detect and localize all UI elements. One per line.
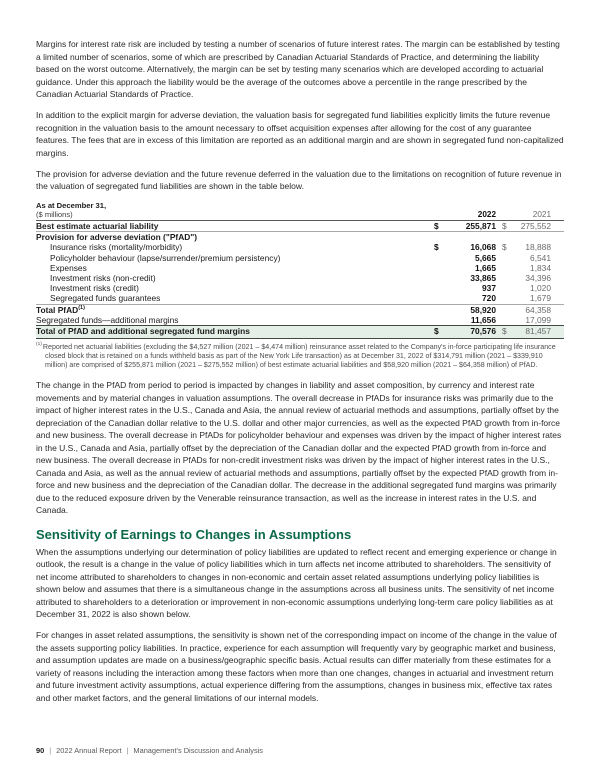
footer-divider: |: [126, 746, 129, 755]
section-heading-sensitivity: Sensitivity of Earnings to Changes in Assumptions: [36, 526, 352, 542]
table-row-investment-noncredit: [36, 273, 564, 283]
table-header: [36, 201, 564, 221]
value-2022: $ 255,871: [434, 221, 496, 231]
table-row-expenses: [36, 263, 564, 273]
value-2021: 64,358: [525, 304, 551, 315]
column-header-2022: 2022: [477, 210, 496, 219]
footer-report-title: 2022 Annual Report: [56, 746, 122, 755]
footer-section-title: Management's Discussion and Analysis: [133, 746, 264, 755]
page-number: 90: [36, 746, 45, 755]
footnote-marker: (1): [36, 342, 42, 348]
value-2021: 1,679: [530, 293, 551, 304]
table-row-policyholder-behaviour: [36, 253, 564, 263]
paragraph-explicit-margin: In addition to the explicit margin for adverse deviation, the valuation basis for segregated fund liabilities explicitly limits the future revenue recognition in the valuation basis to the amount necessary to offset acquisition expenses after allowing for the cost of any guarantee features. The fees that are in excess of this limitation are reported as an additional margin and are shown in segregated fund non-capitalized margins.: [36, 110, 564, 158]
row-label: Investment risks (non-credit): [50, 273, 156, 284]
row-label: Insurance risks (mortality/morbidity): [50, 242, 183, 253]
value-2022: 5,665: [475, 252, 496, 263]
table-meta: [36, 201, 434, 219]
value-2021: $ 18,888: [502, 242, 551, 253]
value-2022: $ 16,068: [434, 242, 496, 253]
row-label: Total PfAD$^{(1)}$: [36, 304, 85, 315]
row-label: Segregated funds—additional margins: [36, 314, 179, 325]
table-row-investment-credit: [36, 283, 564, 293]
value-2021: 1,020: [530, 283, 551, 294]
value-2022: 11,656: [470, 314, 496, 325]
table-row-insurance-risks: [36, 242, 564, 252]
table-meta-units: ($ millions): [36, 210, 73, 219]
value-2022: 58,920: [470, 304, 496, 315]
pfad-table: [36, 201, 564, 339]
paragraph-asset-related-assumptions: For changes in asset related assumptions, the sensitivity is shown net of the corresponding impact on income of the change in the value of the assets supporting policy liabilities. In practice, experience for each assumption will frequently vary by geographic market and business, and assumption updates are made on a business/geographic specific basis. Actual results can differ materially from these estimates for a variety of reasons including the interaction among these factors when more than one changes, changes in actuarial and investment return and future investment activity assumptions, actual experience differing from the assumptions, changes in business mix, effective tax rates and other market factors, and the general limitations of our internal models.: [36, 630, 557, 703]
column-header-2021: 2021: [532, 210, 551, 219]
table-row-segfund-additional-margins: [36, 315, 564, 325]
row-label: Segregated funds guarantees: [50, 293, 161, 304]
paragraph-interest-rate-margins: Margins for interest rate risk are included by testing a number of scenarios of future interest rates. The margin can be established by testing a limited number of scenarios, some of which are prescribed by Canadian Actuarial Standards of Practice, and determining the liability based on the worst outcome. Alternatively, the margin can be set by testing many scenarios which are developed according to actuarial guidance. Under this approach the liability would be the average of the outcomes above a percentile in the range prescribed by the Canadian Actuarial Standards of Practice.: [36, 39, 560, 99]
table-footnote: [36, 343, 564, 371]
paragraph-assumption-sensitivity: When the assumptions underlying our determination of policy liabilities are updated to reflect recent and emerging experience or change in outlook, the result is a change in the value of policy liabilities which in turn affects net income attributed to shareholders. The sensitivity of net income attributed to shareholders to changes in non-economic and certain asset related assumptions underlying policy liabilities is shown below and assumes that there is a simultaneous change in the assumptions across all business units. The sensitivity of net income attributed to shareholders to a deterioration or improvement in non-economic assumptions underlying long-term care policy liabilities as at December 31, 2022 is also shown below.: [36, 546, 557, 620]
table-row-grand-total: [36, 325, 564, 339]
paragraph-table-intro: The provision for adverse deviation and the future revenue deferred in the valuation due to the limitations on recognition of future revenue in the valuation of segregated fund liabilities are shown in the table below.: [36, 168, 562, 191]
row-label: Policyholder behaviour (lapse/surrender/premium persistency): [50, 252, 281, 263]
value-2021: 17,099: [525, 314, 551, 325]
row-label: Best estimate actuarial liability: [36, 221, 159, 231]
value-2021: 1,834: [530, 262, 551, 273]
value-2021: $ 275,552: [502, 221, 551, 231]
table-meta-date: As at December 31,: [36, 201, 107, 210]
value-2022: 720: [482, 293, 496, 304]
row-label: Investment risks (credit): [50, 283, 139, 294]
value-2022: $ 70,576: [434, 326, 496, 337]
footer-divider: |: [49, 746, 52, 755]
value-2022: 1,665: [475, 262, 496, 273]
table-row-pfad-section: [36, 232, 564, 242]
value-2022: 937: [482, 283, 496, 294]
value-2021: $ 81,457: [502, 326, 551, 337]
row-label: Total of PfAD and additional segregated fund margins: [36, 326, 250, 337]
table-row-total-pfad: [36, 304, 564, 315]
value-2022: 33,865: [470, 273, 496, 284]
paragraph-pfad-change: The change in the PfAD from period to period is impacted by changes in liability and asset composition, by currency and interest rate movements and by material changes in valuation assumptions. The overall decrease in PfADs for insurance risks was primarily due to the impact of higher interest rates in the U.S., Canada and Asia, the annual review of actuarial methods and assumptions, partially offset by the depreciation of the Canadian dollar relative to the U.S. dollar and other major currencies, as well as the expected PfAD growth from in-force and new business. The overall decrease in PfADs for policyholder behaviour and expenses was driven by the impact of higher interest rates in the U.S., Canada and Asia, partially offset by the depreciation of the Canadian dollar and the expected PfAD growth from in-force and new business. The overall decrease in PfADs for non-credit investment risks was driven by the impact of higher interest rates in the U.S., Canada and Asia, as well as the annual review of actuarial methods and assumptions, partially offset by the expected PfAD growth from in-force and new business and the depreciation of the Canadian dollar. The decrease in the additional segregated fund margins was primarily due to the reduced exposure driven by the Venerable reinsurance transaction, as well as the increase in interest rates in the U.S. and Canada.: [36, 380, 562, 516]
row-label: Provision for adverse deviation ("PfAD"): [36, 232, 198, 243]
row-label: Expenses: [50, 262, 87, 273]
footnote-text: Reported net actuarial liabilities (excluding the $4,527 million (2021 – $4,474 million) reinsurance asset related to the Company's in-force participating life insurance closed block that is retained on a funds withheld basis as part of the New York Life transaction) as at December 31, 2022 of $314,791 million (2021 – $339,910 million) are comprised of $255,871 million (2021 – $275,552 million) of best estimate actuarial liabilities and $58,920 million (2021 – $64,358 million) of PfAD.: [42, 342, 556, 369]
page-footer: [36, 746, 263, 755]
footnote-reference: (1): [78, 304, 85, 311]
value-2021: 6,541: [530, 252, 551, 263]
table-row-best-estimate: [36, 221, 564, 232]
table-row-segfund-guarantees: [36, 293, 564, 303]
value-2021: 34,396: [525, 273, 551, 284]
